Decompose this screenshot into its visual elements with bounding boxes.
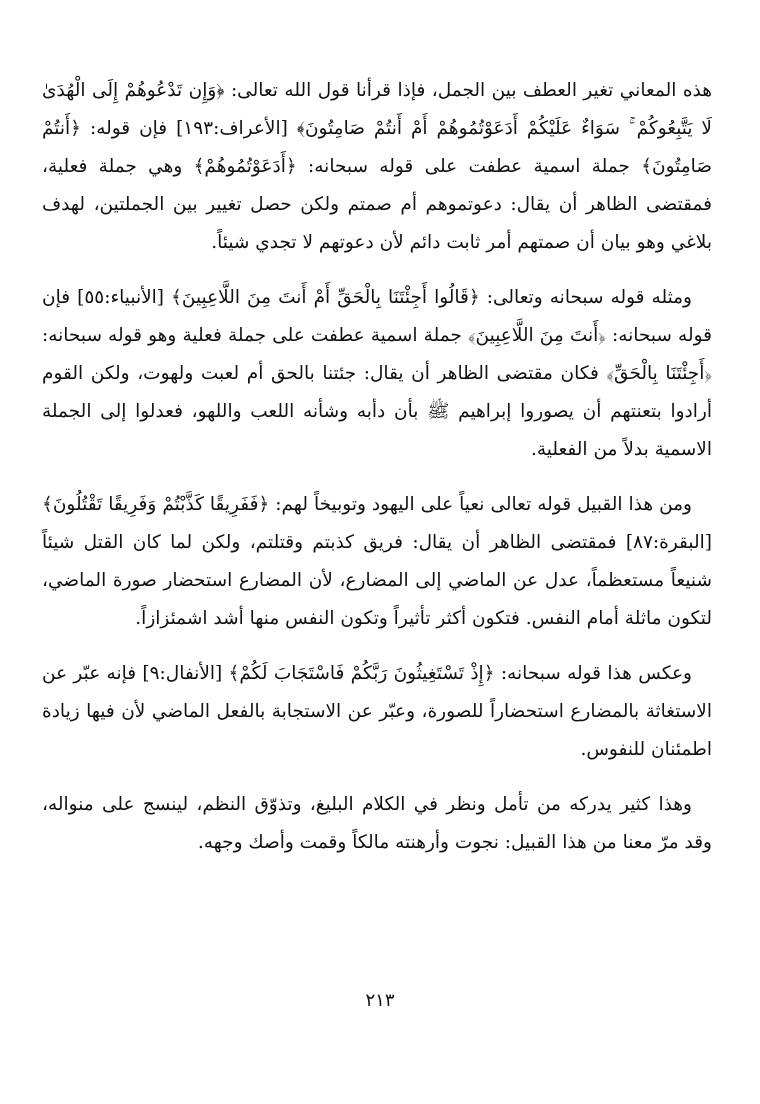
- page-number: ٢١٣: [365, 990, 395, 1011]
- paragraph-3: ومن هذا القبيل قوله تعالى نعياً على اليهود وتوبيخاً لهم: ﴿فَفَرِيقًا كَذَّبْتُمْ وَفَرِيقًا تَقْتُلُونَ﴾ [البقرة:٨٧] فمقتضى الظاهر أن يقال: فريق كذبتم وقتلتم، ولكن لما كان القتل شيئاً شنيعاً مستعظماً، عدل عن الماضي إلى المضارع، لأن المضارع استحضار صورة الماضي، لتكون ماثلة أمام النفس. فتكون أكثر تأثيراً وتكون النفس منها أشد اشمئزازاً.: [42, 494, 712, 629]
- paragraph-4: وعكس هذا قوله سبحانه: ﴿إِذْ تَسْتَغِيثُونَ رَبَّكُمْ فَاسْتَجَابَ لَكُمْ﴾ [الأنفال:٩] فإنه عبّر عن الاستغاثة بالمضارع استحضاراً للصورة، وعبّر عن الاستجابة بالفعل الماضي لأن فيها زيادة اطمئنان للنفوس.: [42, 663, 712, 760]
- paragraph-5: وهذا كثير يدركه من تأمل ونظر في الكلام البليغ، وتذوّق النظم، لينسج على منواله، وقد مرّ معنا من هذا القبيل: نجوت وأرهنته مالكاً وقمت وأصك وجهه.: [42, 794, 712, 853]
- body-text: [42, 72, 712, 862]
- paragraph-1: هذه المعاني تغير العطف بين الجمل، فإذا قرأنا قول الله تعالى: ﴿وَإِن تَدْعُوهُمْ إِلَى الْهُدَىٰ لَا يَتَّبِعُوكُمْ ۚ سَوَاءٌ عَلَيْكُمْ أَدَعَوْتُمُوهُمْ أَمْ أَنتُمْ صَامِتُونَ﴾ [الأعراف:١٩٣] فإن قوله: ﴿أَنتُمْ صَامِتُونَ﴾ جملة اسمية عطفت على قوله سبحانه: ﴿أَدَعَوْتُمُوهُمْ﴾ وهي جملة فعلية، فمقتضى الظاهر أن يقال: دعوتموهم أم صمتم ولكن حصل تغيير بين الجملتين، لهدف بلاغي وهو بيان أن صمتهم أمر ثابت دائم لأن دعوتهم لا تجدي شيئاً.: [42, 80, 712, 253]
- paragraph-2: ومثله قوله سبحانه وتعالى: ﴿قَالُوا أَجِئْتَنَا بِالْحَقِّ أَمْ أَنتَ مِنَ اللَّاعِبِينَ﴾ [الأنبياء:٥٥] فإن قوله سبحانه: ﴿أَنتَ مِنَ اللَّاعِبِينَ﴾ جملة اسمية عطفت على جملة فعلية وهو قوله سبحانه: ﴿أَجِئْتَنَا بِالْحَقِّ﴾ فكان مقتضى الظاهر أن يقال: جئتنا بالحق أم لعبت ولهوت، ولكن القوم أرادوا بتعنتهم أن يصوروا إبراهيم ﷺ بأن دأبه وشأنه اللعب واللهو، فعدلوا إلى الجملة الاسمية بدلاً من الفعلية.: [42, 287, 712, 460]
